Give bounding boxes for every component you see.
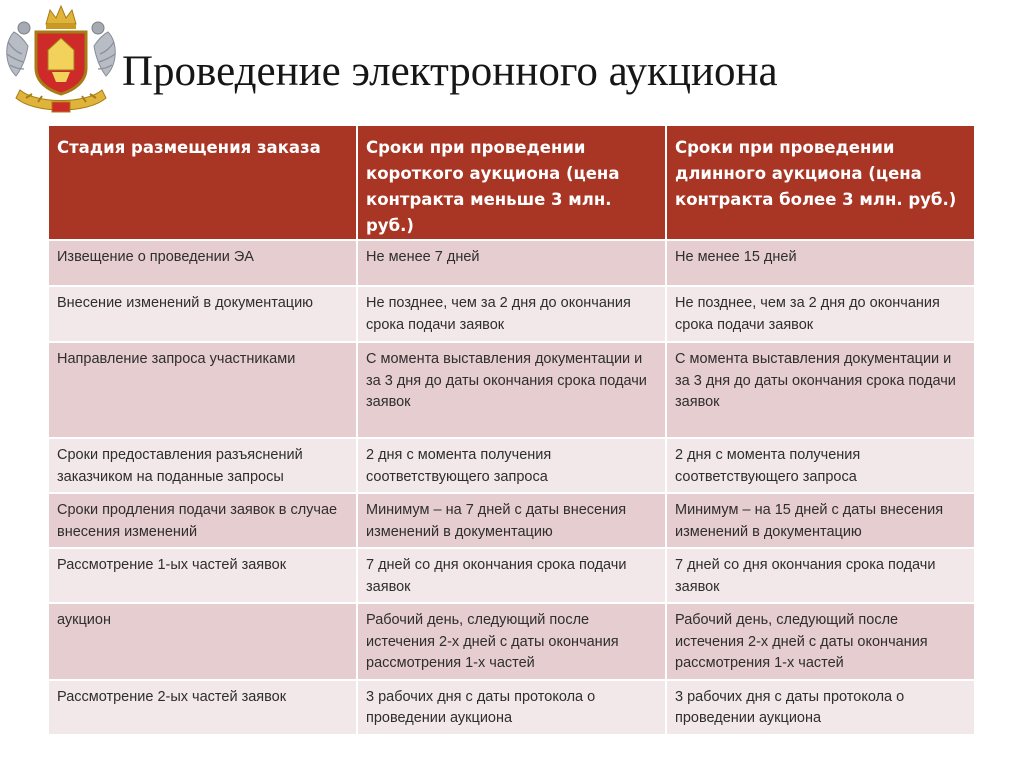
table-cell-stage: Извещение о проведении ЭА [49,240,357,286]
table-cell-long: 3 рабочих дня с даты протокола о проведении аукциона [666,680,974,734]
table-row [49,603,974,680]
table-cell-long: С момента выставления документации и за 3 дня до даты окончания срока подачи заявок [666,342,974,438]
table-cell-stage: Направление запроса участниками [49,342,357,438]
table-cell-short: С момента выставления документации и за 3 дня до даты окончания срока подачи заявок [357,342,666,438]
table-cell-long: Не менее 15 дней [666,240,974,286]
table-row [49,548,974,603]
table-cell-long: Минимум – на 15 дней с даты внесения изменений в документацию [666,493,974,548]
table-cell-long: Не позднее, чем за 2 дня до окончания срока подачи заявок [666,286,974,342]
table-cell-stage: Внесение изменений в документацию [49,286,357,342]
table-cell-short: Минимум – на 7 дней с даты внесения изменений в документацию [357,493,666,548]
header-stage: Стадия размещения заказа [49,126,357,240]
table-cell-stage: Рассмотрение 1-ых частей заявок [49,548,357,603]
slide-title: Проведение электронного аукциона [122,48,778,95]
table-row [49,286,974,342]
table-cell-stage: Рассмотрение 2-ых частей заявок [49,680,357,734]
table-cell-short: Не менее 7 дней [357,240,666,286]
header-short-auction: Сроки при проведении короткого аукциона (цена контракта меньше 3 млн. руб.) [357,126,666,240]
table-cell-short: 3 рабочих дня с даты протокола о проведении аукциона [357,680,666,734]
table-row [49,240,974,286]
coat-of-arms-emblem-icon [2,2,120,118]
table-row [49,342,974,438]
table-cell-stage: Сроки продления подачи заявок в случае внесения изменений [49,493,357,548]
table-cell-long: 7 дней со дня окончания срока подачи заявок [666,548,974,603]
auction-schedule-table [49,126,974,734]
table-cell-stage: аукцион [49,603,357,680]
table-cell-long: Рабочий день, следующий после истечения 2-х дней с даты окончания рассмотрения 1-х частей [666,603,974,680]
table-row [49,680,974,734]
header-long-auction: Сроки при проведении длинного аукциона (цена контракта более 3 млн. руб.) [666,126,974,240]
table-cell-short: Не позднее, чем за 2 дня до окончания срока подачи заявок [357,286,666,342]
table-cell-stage: Сроки предоставления разъяснений заказчиком на поданные запросы [49,438,357,493]
table-cell-short: 7 дней со дня окончания срока подачи заявок [357,548,666,603]
table-header-row [49,126,974,240]
table-row [49,438,974,493]
table-row [49,493,974,548]
table-cell-short: 2 дня с момента получения соответствующего запроса [357,438,666,493]
table-cell-long: 2 дня с момента получения соответствующего запроса [666,438,974,493]
table-cell-short: Рабочий день, следующий после истечения 2-х дней с даты окончания рассмотрения 1-х частей [357,603,666,680]
